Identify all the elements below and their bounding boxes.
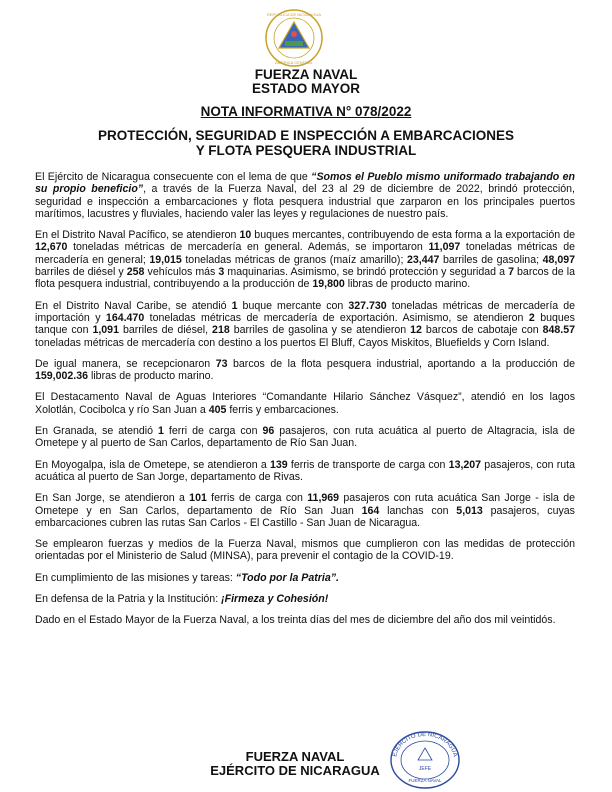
figure-value: 258 xyxy=(126,266,145,279)
svg-text:REPÚBLICA DE NICARAGUA: REPÚBLICA DE NICARAGUA xyxy=(266,12,322,17)
paragraph-text: En el Distrito Naval Pacífico, se atendieron xyxy=(35,229,240,242)
paragraph-text: ferris de transporte de carga con xyxy=(287,458,449,471)
figure-value: 19,015 xyxy=(149,253,182,266)
body-paragraph xyxy=(35,171,575,220)
nota-number-heading xyxy=(0,104,612,119)
body-paragraph xyxy=(35,391,575,416)
header-fuerza-naval: FUERZA NAVAL xyxy=(254,67,358,82)
paragraph-text: buques mercantes, contribuyendo de esta forma a la exportación de xyxy=(251,229,576,242)
svg-text:JEFE: JEFE xyxy=(418,766,432,772)
paragraph-text: barcos de cabotaje con xyxy=(421,324,543,337)
figure-value: 3 xyxy=(218,266,225,279)
paragraph-text: ferris y embarcaciones. xyxy=(226,403,339,416)
figure-value: 159,002.36 xyxy=(35,370,89,383)
figure-value: 164.470 xyxy=(105,311,145,324)
document-title-line2: Y FLOTA PESQUERA INDUSTRIAL xyxy=(195,143,417,158)
footer-fuerza-naval: FUERZA NAVAL xyxy=(245,749,345,764)
paragraph-text: buque mercante con xyxy=(237,299,349,312)
paragraph-text: Se emplearon fuerzas y medios de la Fuerza Naval, mismos que cumplieron con las medidas de protección orientadas por el Ministerio de Salud (MINSA), para prevenir el contagio de la COVID-19. xyxy=(35,538,575,563)
paragraph-text: De igual manera, se recepcionaron xyxy=(35,357,216,370)
body-paragraph xyxy=(35,229,575,290)
paragraph-text: barriles de gasolina; xyxy=(439,253,543,266)
paragraph-text: El Destacamento Naval de Aguas Interiores “Comandante Hilario Sánchez Vásquez”, atendió en los lagos Xolotlán, Cocibolca y río San Juan a xyxy=(35,391,575,416)
paragraph-text: vehículos más xyxy=(144,266,219,279)
body-paragraph xyxy=(35,614,575,626)
paragraph-text: pasajeros, cuyas embarcaciones cubren las rutas San Carlos - El Castillo - San Juan de Nicaragua. xyxy=(35,504,575,529)
figure-value: 1,091 xyxy=(92,324,119,337)
emphasis-text: “Somos el Pueblo mismo uniformado trabajando en su propio beneficio” xyxy=(35,171,575,196)
emphasis-text: ¡Firmeza y Cohesión! xyxy=(221,593,329,606)
paragraph-text: En Granada, se atendió xyxy=(35,425,159,438)
paragraph-text: pasajeros con ruta acuática San Jorge - isla de Ometepe y en San Carlos, departamento de Río San Juan xyxy=(35,492,576,517)
figure-value: 139 xyxy=(269,458,288,471)
paragraph-text: libras de producto marino. xyxy=(344,278,471,291)
figure-value: 101 xyxy=(189,492,207,505)
paragraph-text: Dado en el Estado Mayor de la Fuerza Naval, a los treinta días del mes de diciembre del año dos mil veintidós. xyxy=(35,614,556,627)
svg-text:AMÉRICA CENTRAL: AMÉRICA CENTRAL xyxy=(275,60,313,65)
footer-ejercito: EJÉRCITO DE NICARAGUA xyxy=(210,763,380,778)
paragraph-text: barriles de diésel, xyxy=(118,324,213,337)
figure-value: 327.730 xyxy=(348,299,387,312)
paragraph-text: En cumplimiento de las misiones y tareas: xyxy=(35,571,236,584)
figure-value: 218 xyxy=(212,324,230,337)
document-body xyxy=(35,171,575,636)
paragraph-text: toneladas métricas de mercadería con destino a los puertos El Bluff, Cayos Miskitos, Bluefields y Corn Island. xyxy=(35,336,550,349)
paragraph-text: En Moyogalpa, isla de Ometepe, se atendieron a xyxy=(35,458,270,471)
body-paragraph xyxy=(35,358,575,383)
paragraph-text: buques tanque con xyxy=(35,311,575,337)
paragraph-text: pasajeros, con ruta acuática al puerto de San Jorge, departamento de Rivas. xyxy=(35,458,575,483)
figure-value: 96 xyxy=(262,425,275,438)
body-paragraph xyxy=(35,593,575,605)
figure-value: 405 xyxy=(208,403,227,416)
figure-value: 13,207 xyxy=(448,458,482,471)
paragraph-text: barriles de gasolina y se atendieron xyxy=(229,324,411,337)
figure-value: 12,670 xyxy=(35,241,68,254)
document-title-line1: PROTECCIÓN, SEGURIDAD E INSPECCIÓN A EMBARCACIONES xyxy=(97,128,515,143)
header-estado-mayor: ESTADO MAYOR xyxy=(251,81,360,96)
figure-value: 164 xyxy=(361,504,380,517)
figure-value: 10 xyxy=(239,229,252,242)
paragraph-text: En el Distrito Naval Caribe, se atendió xyxy=(35,299,232,312)
nicaragua-coat-of-arms-icon xyxy=(263,8,325,68)
paragraph-text: toneladas métricas de mercadería en general. Además, se importaron xyxy=(67,241,429,254)
paragraph-text: En San Jorge, se atendieron a xyxy=(35,492,190,505)
emphasis-text: “Todo por la Patria”. xyxy=(235,571,339,584)
svg-text:EJÉRCITO DE NICARAGUA: EJÉRCITO DE NICARAGUA xyxy=(392,731,458,758)
figure-value: 73 xyxy=(215,357,228,370)
figure-value: 48,097 xyxy=(542,253,576,266)
paragraph-text: toneladas métricas de mercadería en general; xyxy=(35,241,575,266)
figure-value: 12 xyxy=(410,324,422,337)
paragraph-text: barcos de la flota pesquera industrial, aportando a la producción de xyxy=(227,357,575,370)
body-paragraph xyxy=(35,300,575,349)
paragraph-text: ferri de carga con xyxy=(163,425,263,438)
paragraph-text: toneladas métricas de mercadería de importación y xyxy=(35,299,575,324)
figure-value: 848.57 xyxy=(542,324,575,337)
body-paragraph xyxy=(35,459,575,484)
figure-value: 1 xyxy=(158,425,164,438)
figure-value: 11,969 xyxy=(307,492,340,505)
paragraph-text: El Ejército de Nicaragua consecuente con el lema de que xyxy=(35,171,312,183)
paragraph-text: lanchas con xyxy=(379,504,457,517)
figure-value: 1 xyxy=(231,299,238,312)
figure-value: 11,097 xyxy=(428,241,461,254)
figure-value: 2 xyxy=(528,311,535,324)
figure-value: 5,013 xyxy=(456,504,483,517)
paragraph-text: En defensa de la Patria y la Institución: xyxy=(35,593,222,606)
paragraph-text: barcos de la flota pesquera industrial, contribuyendo a la producción de xyxy=(35,266,575,291)
paragraph-text: barriles de diésel y xyxy=(35,266,127,279)
figure-value: 7 xyxy=(508,266,514,279)
official-stamp-seal xyxy=(388,730,462,790)
paragraph-text: , a través de la Fuerza Naval, del 23 al 29 de diciembre de 2022, brindó protección, seguridad e inspección a embarcaciones y flota pesquera industrial que zarparon en los principales puertos marítimos, lacustres y fluviales, haciendo valer las leyes y regulaciones de nuestro país. xyxy=(35,183,575,220)
body-paragraph xyxy=(35,572,575,584)
paragraph-text: libras de producto marino. xyxy=(88,370,214,383)
paragraph-text: pasajeros, con ruta acuática al puerto de Altagracia, isla de Ometepe y al puerto de San Carlos, departamento de Río San Juan. xyxy=(35,425,575,450)
paragraph-text: toneladas métricas de mercadería de exportación. Asimismo, se atendieron xyxy=(144,311,529,324)
paragraph-text: maquinarias. Asimismo, se brindó protección y seguridad a xyxy=(224,266,509,279)
body-paragraph xyxy=(35,492,575,529)
svg-text:FUERZA NAVAL: FUERZA NAVAL xyxy=(408,778,442,783)
nota-number-text: NOTA INFORMATIVA N° 078/2022 xyxy=(200,104,412,119)
figure-value: 23,447 xyxy=(406,253,440,266)
paragraph-text: ferris de carga con xyxy=(206,492,308,505)
body-paragraph xyxy=(35,538,575,563)
paragraph-text: toneladas métricas de granos (maíz amarillo); xyxy=(181,253,407,266)
body-paragraph xyxy=(35,425,575,450)
figure-value: 19,800 xyxy=(312,278,345,291)
